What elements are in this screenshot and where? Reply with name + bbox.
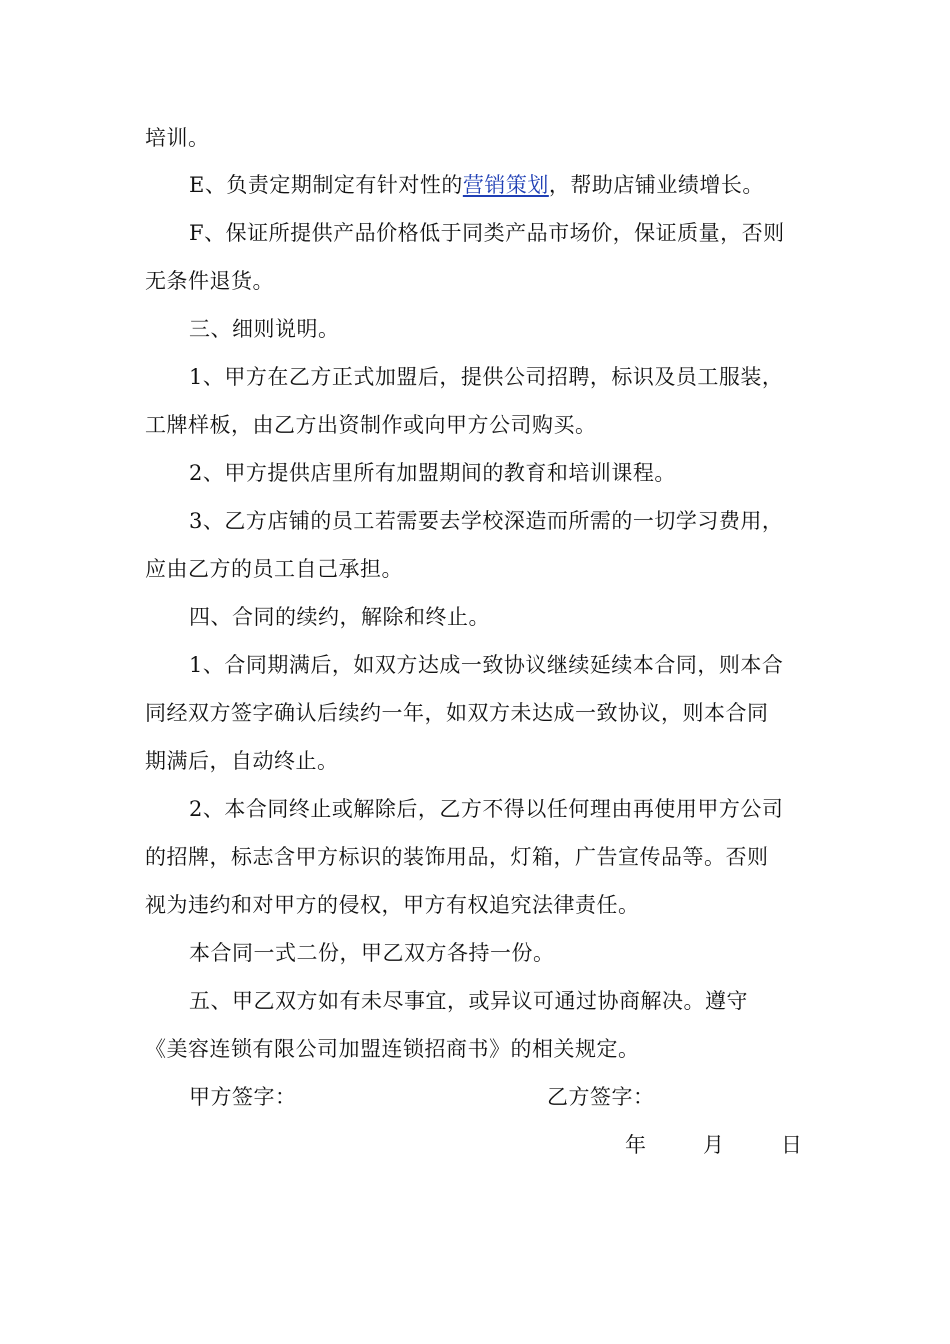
paragraph-line: 五、甲乙双方如有未尽事宜，或异议可通过协商解决。遵守 bbox=[189, 989, 748, 1013]
marketing-plan-link[interactable]: 营销策划 bbox=[462, 173, 549, 197]
paragraph-line: 1、甲方在乙方正式加盟后，提供公司招聘，标识及员工服装， bbox=[189, 365, 784, 389]
paragraph-line: 期满后，自动终止。 bbox=[145, 749, 339, 773]
paragraph-text: E、负责定期制定有针对性的 bbox=[189, 173, 463, 197]
date-day-label: 日 bbox=[781, 1133, 802, 1157]
paragraph-text: ，帮助店铺业绩增长。 bbox=[548, 173, 764, 197]
paragraph-line: 本合同一式二份，甲乙双方各持一份。 bbox=[189, 941, 555, 965]
paragraph-line: 《美容连锁有限公司加盟连锁招商书》的相关规定。 bbox=[145, 1037, 640, 1061]
paragraph-line: 的招牌，标志含甲方标识的装饰用品，灯箱，广告宣传品等。否则 bbox=[145, 845, 769, 869]
paragraph-line: 2、本合同终止或解除后，乙方不得以任何理由再使用甲方公司 bbox=[189, 797, 784, 821]
party-b-signature-label: 乙方签字： bbox=[547, 1085, 655, 1109]
date-year-label: 年 bbox=[625, 1133, 646, 1157]
paragraph-line: 同经双方签字确认后续约一年，如双方未达成一致协议，则本合同 bbox=[145, 701, 769, 725]
paragraph-line: 无条件退货。 bbox=[145, 269, 274, 293]
section-heading: 三、细则说明。 bbox=[189, 317, 340, 341]
paragraph-line: F、保证所提供产品价格低于同类产品市场价，保证质量，否则 bbox=[189, 221, 785, 245]
paragraph-line: 培训。 bbox=[145, 126, 210, 150]
paragraph-line: 2、甲方提供店里所有加盟期间的教育和培训课程。 bbox=[189, 461, 676, 485]
paragraph-e bbox=[189, 170, 764, 200]
section-heading: 四、合同的续约，解除和终止。 bbox=[189, 605, 490, 629]
paragraph-line: 视为违约和对甲方的侵权，甲方有权追究法律责任。 bbox=[145, 893, 640, 917]
party-a-signature-label: 甲方签字： bbox=[189, 1085, 297, 1109]
paragraph-line: 工牌样板，由乙方出资制作或向甲方公司购买。 bbox=[145, 413, 597, 437]
date-month-label: 月 bbox=[703, 1133, 724, 1157]
paragraph-line: 应由乙方的员工自己承担。 bbox=[145, 557, 403, 581]
paragraph-line: 3、乙方店铺的员工若需要去学校深造而所需的一切学习费用， bbox=[189, 509, 784, 533]
paragraph-line: 1、合同期满后，如双方达成一致协议继续延续本合同，则本合 bbox=[189, 653, 784, 677]
